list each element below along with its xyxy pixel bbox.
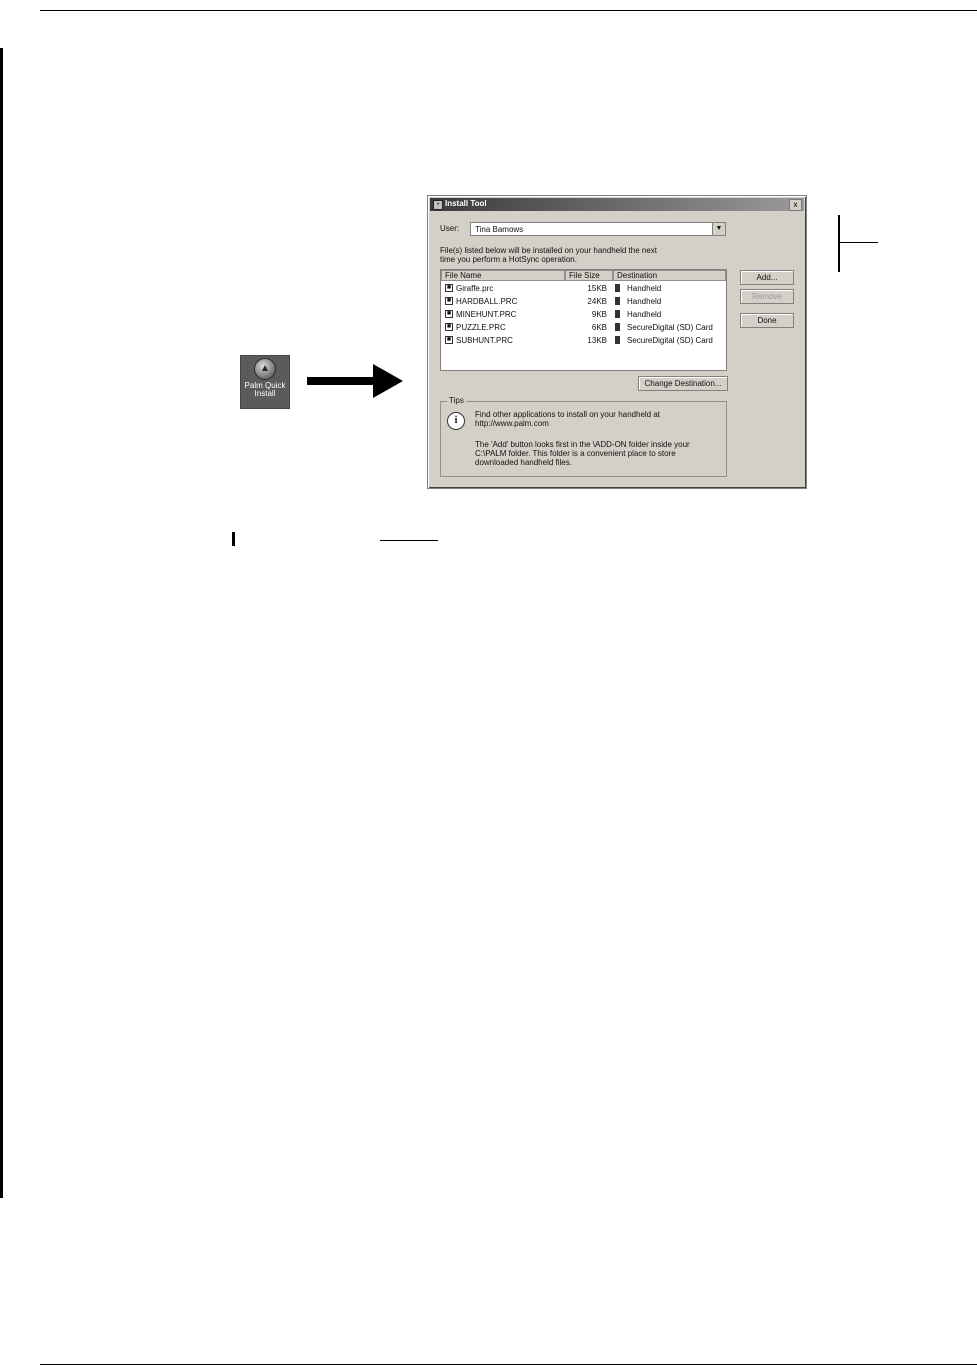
file-checkbox[interactable]: ■	[446, 323, 452, 330]
file-checkbox[interactable]: ■	[446, 297, 452, 304]
file-row[interactable]	[441, 295, 726, 308]
file-row[interactable]	[441, 282, 726, 295]
file-size: 24KB	[587, 297, 607, 306]
underline-mark	[380, 540, 438, 541]
column-header-destination[interactable]: Destination	[613, 270, 726, 281]
callout-line	[840, 242, 878, 243]
file-checkbox[interactable]: ■	[446, 310, 452, 317]
file-size: 9KB	[591, 310, 607, 319]
file-row[interactable]	[441, 321, 726, 334]
file-row[interactable]	[441, 308, 726, 321]
file-name: HARDBALL.PRC	[456, 297, 518, 306]
user-dropdown-value: Tina Bamows	[475, 225, 524, 234]
user-label: User:	[440, 224, 460, 233]
handheld-icon	[615, 297, 620, 305]
info-icon: i	[447, 412, 465, 430]
tips-label: Tips	[449, 396, 464, 405]
margin-mark	[232, 532, 235, 546]
sd-card-icon	[615, 323, 620, 331]
user-dropdown[interactable]	[470, 222, 726, 236]
palm-install-icon: ▲	[254, 358, 276, 380]
file-destination: SecureDigital (SD) Card	[627, 336, 713, 345]
file-row[interactable]	[441, 334, 726, 347]
file-list[interactable]	[440, 269, 727, 371]
pointer-arrow-shaft	[307, 377, 377, 385]
remove-button[interactable]: Remove	[740, 289, 794, 304]
chevron-down-icon[interactable]: ▼	[712, 223, 725, 235]
file-destination: Handheld	[627, 310, 662, 319]
file-size: 15KB	[587, 284, 607, 293]
handheld-icon	[615, 284, 620, 292]
callout-bracket	[838, 215, 840, 272]
file-name: PUZZLE.PRC	[456, 323, 506, 332]
tip-find-apps: Find other applications to install on your handheld at http://www.palm.com	[475, 410, 661, 428]
desktop-icon-caption: Palm Quick Install	[244, 381, 286, 398]
tips-group	[440, 396, 727, 477]
file-destination: Handheld	[627, 284, 662, 293]
margin-bar	[0, 48, 3, 1198]
app-icon: •	[433, 200, 443, 210]
install-tool-dialog	[427, 195, 807, 489]
file-destination: Handheld	[627, 297, 662, 306]
tip-add-folder: The 'Add' button looks first in the \ADD-ON folder inside your C:\PALM folder. This folder is a convenient place to store downloaded handheld files.	[475, 440, 690, 467]
pointer-arrow-head	[373, 364, 403, 398]
top-rule	[40, 10, 977, 11]
handheld-icon	[615, 310, 620, 318]
palm-quick-install-desktop-icon[interactable]	[240, 355, 290, 409]
install-info-text: File(s) listed below will be installed on your handheld the next time you perform a HotSync operation.	[440, 246, 658, 264]
add-button[interactable]: Add...	[740, 270, 794, 285]
dialog-title: Install Tool	[445, 199, 487, 208]
file-checkbox[interactable]: ■	[446, 336, 452, 343]
file-size: 13KB	[587, 336, 607, 345]
column-header-file-size[interactable]: File Size	[565, 270, 613, 281]
file-name: MINEHUNT.PRC	[456, 310, 517, 319]
file-size: 6KB	[591, 323, 607, 332]
change-destination-button[interactable]: Change Destination...	[638, 376, 728, 391]
file-name: Giraffe.prc	[456, 284, 494, 293]
file-name: SUBHUNT.PRC	[456, 336, 513, 345]
file-destination: SecureDigital (SD) Card	[627, 323, 713, 332]
file-checkbox[interactable]: ■	[446, 284, 452, 291]
column-header-file-name[interactable]: File Name	[441, 270, 565, 281]
done-button[interactable]: Done	[740, 313, 794, 328]
close-button[interactable]: x	[789, 199, 802, 211]
dialog-titlebar[interactable]	[430, 198, 804, 211]
sd-card-icon	[615, 336, 620, 344]
